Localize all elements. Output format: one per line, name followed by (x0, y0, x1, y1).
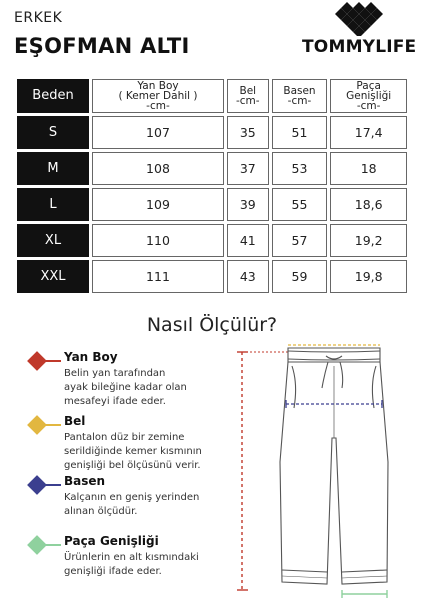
size-cell: M (17, 152, 89, 185)
legend-connector (45, 484, 61, 486)
col-header-paca (330, 79, 407, 113)
header (0, 0, 424, 72)
basen-cell: 57 (272, 224, 328, 257)
size-table (14, 76, 410, 296)
legend-line: ayak bileğine kadar olan (64, 382, 187, 393)
legend-line: Belin yan tarafından (64, 368, 166, 379)
legend-connector (45, 544, 61, 546)
col-header-bel (227, 79, 269, 113)
paca-cell: 18 (330, 152, 407, 185)
category-label: ERKEK (14, 10, 63, 26)
paca-cell: 19,8 (330, 260, 407, 293)
legend-line: Ürünlerin en alt kısmındaki (64, 552, 199, 563)
basen-cell: 53 (272, 152, 328, 185)
table-row (17, 260, 407, 293)
paca-cell: 18,6 (330, 188, 407, 221)
col-header-unit: -cm- (356, 100, 381, 112)
col-header-sub: Genişliği (346, 90, 392, 102)
legend-line: serildiğinde kemer kısmının (64, 446, 202, 457)
col-header-label: Beden (32, 88, 74, 103)
size-cell: S (17, 116, 89, 149)
paca-measure (342, 590, 387, 598)
size-cell: XL (17, 224, 89, 257)
paca-cell: 19,2 (330, 224, 407, 257)
legend-description (64, 491, 244, 519)
bel-cell: 41 (227, 224, 269, 257)
table-row (17, 116, 407, 149)
legend-title: Paça Genişliği (64, 534, 159, 548)
col-header-unit: -cm- (287, 95, 312, 107)
legend-connector (45, 360, 61, 362)
pants-outline-icon (280, 348, 388, 584)
yan-boy-cell: 111 (92, 260, 224, 293)
paca-cell: 17,4 (330, 116, 407, 149)
basen-cell: 59 (272, 260, 328, 293)
yan-boy-cell: 110 (92, 224, 224, 257)
legend-description (64, 431, 244, 473)
legend-title: Yan Boy (64, 350, 118, 364)
legend-line: genişliği ifade eder. (64, 566, 162, 577)
diamond-pattern-logo-icon (335, 2, 383, 36)
size-cell: XXL (17, 260, 89, 293)
table-row (17, 152, 407, 185)
product-title: EŞOFMAN ALTI (14, 34, 190, 58)
table-row (17, 224, 407, 257)
legend-line: Kalçanın en geniş yerinden (64, 492, 200, 503)
legend-connector (45, 424, 61, 426)
legend-description (64, 367, 244, 409)
yan-boy-cell: 107 (92, 116, 224, 149)
bel-cell: 39 (227, 188, 269, 221)
legend-description (64, 551, 244, 579)
diamond-marker-icon (27, 535, 47, 555)
col-header-label: Paça (356, 80, 381, 92)
yan-boy-cell: 109 (92, 188, 224, 221)
yan-boy-cell: 108 (92, 152, 224, 185)
basen-cell: 55 (272, 188, 328, 221)
diamond-marker-icon (27, 415, 47, 435)
col-header-label: Yan Boy (137, 80, 179, 92)
legend-title: Bel (64, 414, 86, 428)
pants-diagram (232, 342, 422, 600)
col-header-basen (272, 79, 328, 113)
legend-title: Basen (64, 474, 106, 488)
legend-line: Pantalon düz bir zemine (64, 432, 185, 443)
legend-line: genişliği bel ölçüsünü verir. (64, 460, 201, 471)
col-header-label: Basen (283, 85, 316, 97)
bel-cell: 37 (227, 152, 269, 185)
diamond-marker-icon (27, 475, 47, 495)
col-header-sub: ( Kemer Dahil ) (118, 90, 198, 102)
legend-line: mesafeyi ifade eder. (64, 396, 166, 407)
table-header-row (17, 79, 407, 113)
col-header-size (17, 79, 89, 113)
col-header-unit: -cm- (235, 95, 260, 107)
how-to-measure-title: Nasıl Ölçülür? (146, 314, 278, 336)
table-row (17, 188, 407, 221)
diamond-marker-icon (27, 351, 47, 371)
col-header-label: Bel (239, 85, 257, 97)
bel-cell: 35 (227, 116, 269, 149)
legend-line: alınan ölçüdür. (64, 506, 138, 517)
col-header-yan-boy (92, 79, 224, 113)
size-cell: L (17, 188, 89, 221)
bel-cell: 43 (227, 260, 269, 293)
basen-cell: 51 (272, 116, 328, 149)
brand-name: TOMMYLIFE (302, 37, 417, 57)
col-header-unit: -cm- (146, 100, 170, 112)
